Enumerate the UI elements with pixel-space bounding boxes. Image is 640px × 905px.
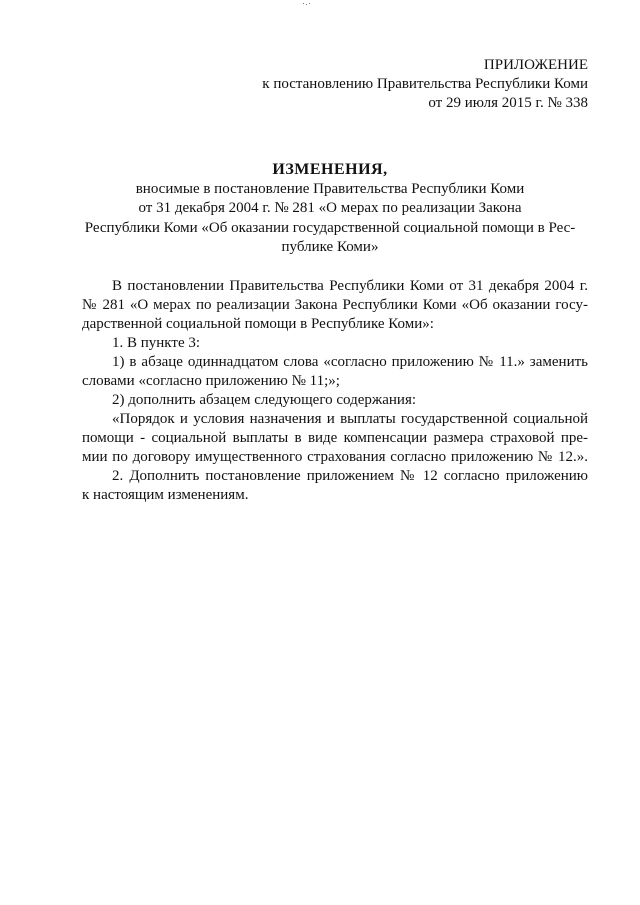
title-line-2: от 31 декабря 2004 г. № 281 «О мерах по реализации Закона xyxy=(138,200,522,216)
paragraph-line: В постановлении Правительства Республики Коми от 31 декабря 2004 г. xyxy=(112,278,588,294)
paragraph-2 xyxy=(82,334,588,353)
paragraph-line: 1) в абзаце одиннадцатом слова «согласно приложению № 11.» заменить xyxy=(112,354,588,370)
scan-speck xyxy=(303,3,309,5)
paragraph-line: «Порядок и условия назначения и выплаты государственной социальной xyxy=(112,411,588,427)
paragraph-line: 2) дополнить абзацем следующего содержания: xyxy=(112,392,417,408)
paragraph-5 xyxy=(82,410,588,467)
title-line-3: Республики Коми «Об оказании государственной социальной помощи в Рес- xyxy=(84,219,576,236)
paragraph-line: словами «согласно приложению № 11;»; xyxy=(82,373,340,389)
document-title xyxy=(70,160,590,258)
paragraph-line: 2. Дополнить постановление приложением № 12 согласно приложению xyxy=(112,468,588,484)
title-heading: ИЗМЕНЕНИЯ, xyxy=(272,161,388,178)
paragraph-line: № 281 «О мерах по реализации Закона Республики Коми «Об оказании госу- xyxy=(82,297,588,313)
paragraph-4 xyxy=(82,391,588,410)
paragraph-3 xyxy=(82,353,588,391)
paragraph-line: дарственной социальной помощи в Республике Коми»: xyxy=(82,316,434,332)
title-line-4: публике Коми» xyxy=(281,239,379,255)
appendix-decree-ref: к постановлению Правительства Республики Коми xyxy=(262,76,588,92)
paragraph-6 xyxy=(82,467,588,505)
appendix-decree-date: от 29 июля 2015 г. № 338 xyxy=(428,95,588,111)
paragraph-line: мии по договору имущественного страхования согласно приложению № 12.». xyxy=(82,449,588,465)
paragraph-line: 1. В пункте 3: xyxy=(112,335,201,351)
appendix-header xyxy=(188,56,588,113)
paragraph-line: к настоящим изменениям. xyxy=(82,487,249,503)
document-body xyxy=(82,277,588,505)
paragraph-line: помощи - социальной выплаты в виде компенсации размера страховой пре- xyxy=(82,430,588,446)
appendix-label: ПРИЛОЖЕНИЕ xyxy=(483,57,588,73)
paragraph-1 xyxy=(82,277,588,334)
title-line-1: вносимые в постановление Правительства Республики Коми xyxy=(135,180,525,197)
